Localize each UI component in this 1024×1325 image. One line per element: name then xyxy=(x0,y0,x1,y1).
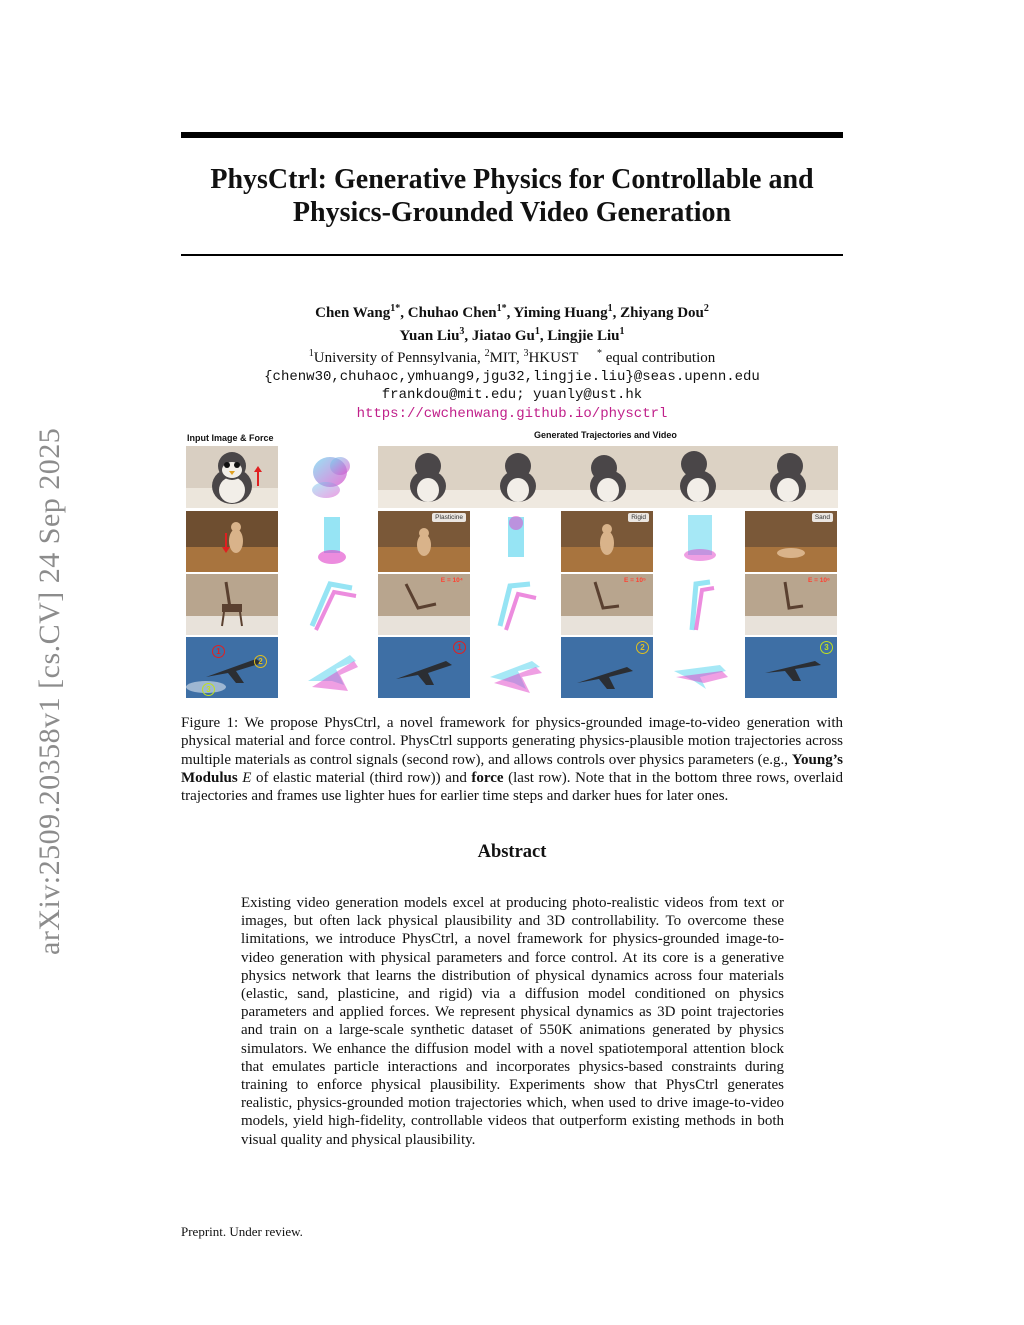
affil-upenn: University of Pennsylvania, xyxy=(313,350,485,366)
footer-note: Preprint. Under review. xyxy=(181,1224,303,1239)
giraffe-image xyxy=(186,574,278,635)
video-frame-e5 xyxy=(561,574,653,635)
figure-header-input: Input Image & Force xyxy=(187,433,274,443)
force-badge-3: 3 xyxy=(202,683,215,696)
title-line-1: PhysCtrl: Generative Physics for Controllable and xyxy=(210,164,814,195)
trajectory-force-2 xyxy=(670,637,730,698)
particle-trajectory xyxy=(670,574,730,635)
trajectory-rigid xyxy=(670,511,730,572)
trajectory-input-jet xyxy=(302,637,362,698)
video-frame-force-3 xyxy=(745,637,837,698)
affil-sup: 1 xyxy=(308,348,314,359)
affil-sup: 2 xyxy=(484,348,490,359)
force-badge-1: 1 xyxy=(453,641,466,654)
material-label-plasticine: Plasticine xyxy=(432,513,466,522)
abstract-heading: Abstract xyxy=(477,842,547,862)
author-line-2: Yuan Liu$^3$, Jiatao Gu$^1$, Lingjie Liu$^1$ xyxy=(399,325,625,344)
youngs-modulus-label-e5: E = 10⁵ xyxy=(623,577,646,584)
penguin-image xyxy=(186,446,278,508)
fighter-jet-image xyxy=(186,637,278,698)
figure-header-output: Generated Trajectories and Video xyxy=(534,430,677,440)
equal-contribution-note: equal contribution xyxy=(601,350,716,366)
particle-trajectory xyxy=(302,511,362,572)
caption-text: of elastic material (third row)) and xyxy=(251,769,472,786)
youngs-modulus-label-e4: E = 10⁴ xyxy=(440,577,463,584)
trajectory-e4 xyxy=(486,574,546,635)
video-frame-e4 xyxy=(378,574,470,635)
particle-trajectory xyxy=(302,574,362,635)
force-badge-2: 2 xyxy=(254,655,267,668)
affil-sup: 3 xyxy=(523,348,529,359)
caption-text: (last row). Note that in the bottom three rows, overlaid trajectories and frames use lighter hues for earlier time steps and darker hues for later ones. xyxy=(181,769,843,805)
caption-symbol-e: E xyxy=(237,769,252,786)
force-badge-1: 1 xyxy=(212,645,225,658)
trajectory-input-cat xyxy=(302,511,362,572)
particle-trajectory xyxy=(670,637,730,698)
title-rule-top xyxy=(181,132,843,138)
affil-hkust: HKUST xyxy=(528,350,579,366)
paper-title xyxy=(181,163,843,229)
author-line-1: Chen Wang$^{1*}$, Chuhao Chen$^{1*}$, Yiming Huang$^1$, Zhiyang Dou$^2$ xyxy=(315,303,709,321)
author-sup: 1 xyxy=(619,325,625,337)
author-sup: 1* xyxy=(496,303,507,314)
caption-text: Figure 1: We propose PhysCtrl, a novel framework for physics-grounded image-to-video generation with physical material and force control. PhysCtrl supports generating physics-plausible motion trajectories across multiple materials as control signals (second row), and allows controls over physics parameters (e.g., xyxy=(181,715,843,768)
penguin-frames xyxy=(378,446,838,508)
video-frame-e6 xyxy=(745,574,837,635)
email-line-2: frankdou@mit.edu; yuanly@ust.hk xyxy=(381,387,643,403)
caption-bold-force: force xyxy=(471,769,504,786)
video-frames-penguin xyxy=(378,446,838,508)
trajectory-force-1 xyxy=(486,637,546,698)
author-name: Jiatao Gu xyxy=(471,327,535,344)
video-frame-rigid xyxy=(561,511,653,572)
author-name: Chuhao Chen xyxy=(407,305,497,321)
video-frame-sand xyxy=(745,511,837,572)
author-sup: 3 xyxy=(459,325,465,337)
video-frame-plasticine xyxy=(378,511,470,572)
particle-trajectory xyxy=(302,446,362,508)
email-line-1: {chenw30,chuhaoc,ymhuang9,jgu32,lingjie.liu}@seas.upenn.edu xyxy=(264,368,760,385)
author-name: Yuan Liu xyxy=(399,327,460,344)
title-line-2: Physics-Grounded Video Generation xyxy=(292,197,732,228)
affil-sup: * xyxy=(596,348,602,359)
particle-trajectory xyxy=(670,511,730,572)
affiliations xyxy=(181,345,843,368)
input-image-penguin xyxy=(186,446,278,508)
particle-trajectory xyxy=(486,574,546,635)
author-block xyxy=(181,300,843,423)
caption-bold-youngs-modulus: Young’s Modulus xyxy=(181,751,843,786)
cat-figurine-image xyxy=(186,511,278,572)
author-sup: 2 xyxy=(703,303,709,314)
force-badge-2: 2 xyxy=(636,641,649,654)
author-name: Lingjie Liu xyxy=(547,327,620,344)
force-badge-3: 3 xyxy=(820,641,833,654)
particle-trajectory xyxy=(302,637,362,698)
trajectory-penguin xyxy=(302,446,362,508)
trajectory-plasticine xyxy=(486,511,546,572)
author-name: Chen Wang xyxy=(315,305,391,321)
author-name: Zhiyang Dou xyxy=(620,305,704,321)
video-frame-force-2 xyxy=(561,637,653,698)
trajectory-e5 xyxy=(670,574,730,635)
youngs-modulus-label-e6: E = 10⁶ xyxy=(808,577,830,584)
affil-mit: MIT, xyxy=(489,350,524,366)
particle-trajectory xyxy=(486,511,546,572)
figure-caption xyxy=(181,714,843,805)
author-name: Yiming Huang xyxy=(513,305,608,321)
input-image-giraffe xyxy=(186,574,278,635)
trajectory-input-giraffe xyxy=(302,574,362,635)
figure-1 xyxy=(184,428,839,700)
particle-trajectory xyxy=(486,637,546,698)
arxiv-stamp: arXiv:2509.20358v1 [cs.CV] 24 Sep 2025 xyxy=(33,427,66,955)
author-sup: 1 xyxy=(607,303,613,314)
title-rule-bottom xyxy=(181,254,843,256)
input-image-cat xyxy=(186,511,278,572)
author-sup: 1* xyxy=(390,303,401,314)
author-sup: 1 xyxy=(534,325,540,337)
abstract-body: Existing video generation models excel at producing photo-realistic videos from text or images, but often lack physical plausibility and 3D controllability. To overcome these limitations, we introduce PhysCtrl, a novel framework for physics-grounded image-to-video generation with physical parameters and force control. At its core is a generative physics network that learns the distribution of physical dynamics across four materials (elastic, sand, plasticine, and rigid) via a diffusion model conditioned on physics parameters and applied forces. We represent physical dynamics as 3D point trajectories and train on a large-scale synthetic dataset of 550K animations generated by physics simulators. We enhance the diffusion model with a novel spatiotemporal attention block that emulates particle interactions and incorporates physics-based constraints during training to enforce physical plausibility. Experiments show that PhysCtrl generates realistic, physics-grounded motion trajectories which, when used to drive image-to-video models, yield high-fidelity, controllable videos that outperform existing methods in both visual quality and physical plausibility. xyxy=(241,895,784,1148)
project-url-link[interactable]: https://cwchenwang.github.io/physctrl xyxy=(356,405,668,422)
material-label-rigid: Rigid xyxy=(628,513,649,522)
video-frame-force-1 xyxy=(378,637,470,698)
input-image-jet xyxy=(186,637,278,698)
material-label-sand: Sand xyxy=(812,513,833,522)
